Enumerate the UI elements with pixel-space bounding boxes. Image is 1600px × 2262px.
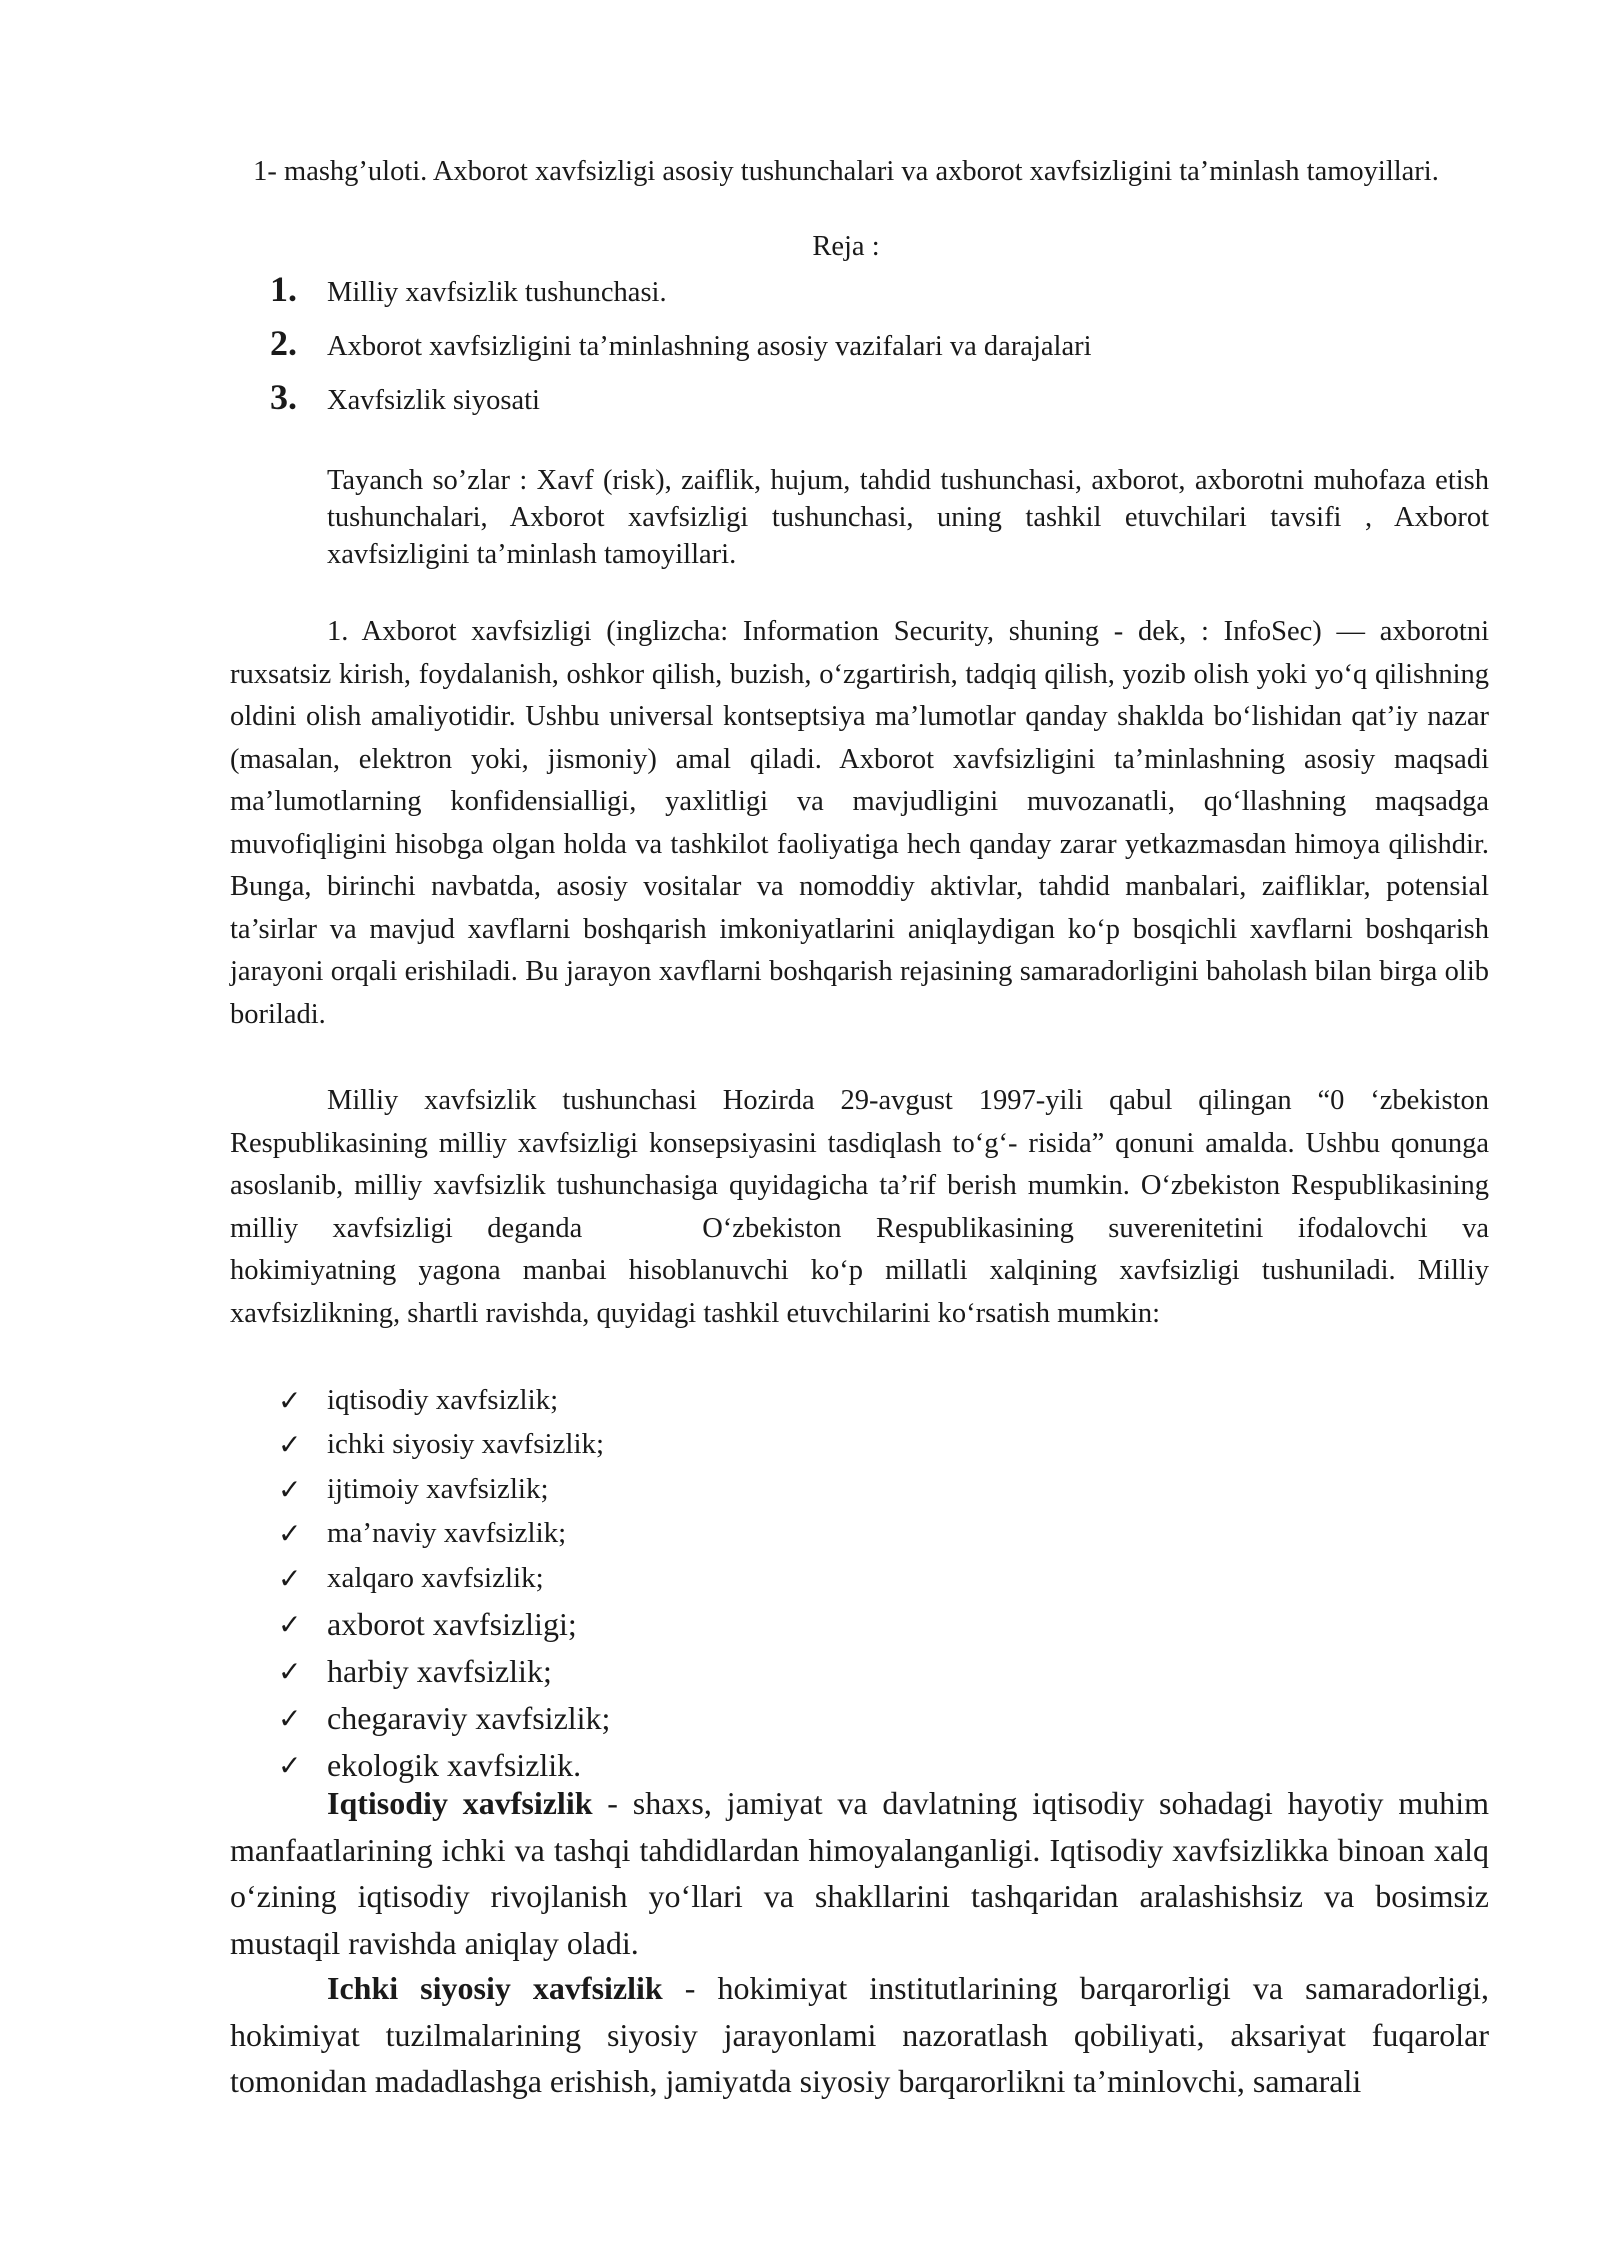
checklist-item — [278, 1423, 610, 1468]
definition-economic-security — [230, 1780, 1489, 1966]
plan-item-number: 3. — [270, 377, 297, 417]
document-title: 1- mashg’uloti. Axborot xavfsizligi asosiy tushunchalari va axborot xavfsizligini ta’minlash tamoyillari. — [253, 156, 1439, 187]
checklist-item-text: ijtimoiy xavfsizlik; — [327, 1472, 549, 1505]
checklist-item — [278, 1601, 610, 1648]
checkmark-icon: ✓ — [278, 1472, 302, 1506]
definition-term: Ichki siyosiy xavfsizlik — [327, 1970, 663, 2006]
checklist-item — [278, 1695, 610, 1742]
checkmark-icon: ✓ — [278, 1654, 302, 1688]
checklist-item — [278, 1512, 610, 1557]
definition-text: - shaxs, jamiyat va davlatning iqtisodiy sohadagi hayotiy muhim manfaatlarining ichki va tashqi tahdidlardan himoyalanganligi. Iqtisodiy xavfsizlikka binoan xalq o‘zining iqtisodiy rivojlanish yo‘llari va shakllarini tashqaridan aralashishsiz va bosimsiz mustaqil ravishda aniqlay oladi. — [230, 1785, 1490, 1961]
plan-item — [270, 268, 1092, 322]
definition-internal-political-security — [230, 1965, 1489, 2105]
checklist-item-text: axborot xavfsizligi; — [327, 1605, 577, 1642]
checklist-item — [278, 1467, 610, 1512]
plan-item-text: Milliy xavfsizlik tushunchasi. — [327, 277, 667, 308]
checkmark-icon: ✓ — [278, 1701, 302, 1735]
paragraph-national-security-part2: O‘zbekiston Respublikasining suverenitetini ifodalovchi va hokimiyatning yagona manbai hisoblanuvchi ko‘p millatli xalqining xavfsizligi tushuniladi. Milliy xavfsizlikning, shartli ravishda, quyidagi tashkil etuvchilarini ko‘rsatish mumkin: — [230, 1212, 1489, 1329]
plan-item-text: Axborot xavfsizligini ta’minlashning asosiy vazifalari va darajalari — [327, 331, 1092, 362]
checklist-item — [278, 1378, 610, 1423]
checkmark-icon: ✓ — [278, 1607, 302, 1641]
paragraph-information-security: 1. Axborot xavfsizligi (inglizcha: Information Security, shuning - dek, : InfoSec) — axborotni ruxsatsiz kirish, foydalanish, oshkor qilish, buzish, o‘zgartirish, tadqiq qilish, yozib olish yoki yo‘q qilishning oldini olish amaliyotidir. Ushbu universal kontseptsiya ma’lumotlar qanday shaklda bo‘lishidan qat’iy nazar (masalan, elektron yoki, jismoniy) amal qiladi. Axborot xavfsizligini ta’minlashning asosiy maqsadi ma’lumotlarning konfidensialligi, yaxlitligi va mavjudligini muvozanatli, qo‘llashning maqsadga muvofiqligini hisobga olgan holda va tashkilot faoliyatiga hech qanday zarar yetkazmasdan himoya qilishdir. Bunga, birinchi navbatda, asosiy vositalar va nomoddiy aktivlar, tahdid manbalari, zaifliklar, potensial ta’sirlar va mavjud xavflarni boshqarish imkoniyatlarini aniqlaydigan ko‘p bosqichli xavflarni boshqarish jarayoni orqali erishiladi. Bu jarayon xavflarni boshqarish rejasining samaradorligini baholash bilan birga olib boriladi. — [230, 616, 1489, 1030]
plan-item-text: Xavfsizlik siyosati — [327, 385, 540, 416]
plan-item — [270, 376, 1092, 430]
plan-item — [270, 322, 1092, 376]
checklist-item-text: chegaraviy xavfsizlik; — [327, 1699, 611, 1736]
definition-text: - hokimiyat institutlarining barqarorligi va samaradorligi, hokimiyat tuzilmalarining siyosiy jarayonlami nazoratlash qobiliyati, aksariyat fuqarolar tomonidan madadlashga erishish, jamiyatda siyosiy barqarorlikni ta’minlovchi, samarali — [230, 1970, 1490, 2099]
checkmark-icon: ✓ — [278, 1517, 302, 1551]
checklist-item-text: xalqaro xavfsizlik; — [327, 1561, 544, 1594]
checkmark-icon: ✓ — [278, 1428, 302, 1462]
checkmark-icon: ✓ — [278, 1561, 302, 1595]
plan-item-number: 2. — [270, 323, 297, 363]
checklist-item-text: iqtisodiy xavfsizlik; — [327, 1383, 559, 1416]
keywords-paragraph: Tayanch so’zlar : Xavf (risk), zaiflik, hujum, tahdid tushunchasi, axborot, axborotni muhofaza etish tushunchalari, Axborot xavfsizligi tushunchasi, uning tashkil etuvchilari tavsifi , Axborot xavfsizligini ta’minlash tamoyillari. — [327, 465, 1489, 570]
security-components-list — [278, 1378, 610, 1789]
plan-list — [270, 268, 1092, 430]
checklist-item — [278, 1556, 610, 1601]
checklist-item-text: harbiy xavfsizlik; — [327, 1652, 552, 1689]
plan-heading: Reja : — [812, 231, 880, 262]
checklist-item-text: ma’naviy xavfsizlik; — [327, 1517, 567, 1550]
checklist-item — [278, 1648, 610, 1695]
plan-item-number: 1. — [270, 269, 297, 309]
checkmark-icon: ✓ — [278, 1383, 302, 1417]
paragraph-national-security-part1: Milliy xavfsizlik tushunchasi Hozirda 29-avgust 1997-yili qabul qilingan “0 ‘zbekiston Respublikasining milliy xavfsizligi konsepsiyasini tasdiqlash to‘g‘- risida” qonuni amalda. Ushbu qonunga asoslanib, milliy xavfsizlik tushunchasiga quyidagicha ta’rif berish mumkin. O‘zbekiston Respublikasining milliy xavfsizligi deganda — [230, 1085, 1489, 1244]
paragraph-national-security — [230, 1080, 1489, 1335]
definition-term: Iqtisodiy xavfsizlik — [327, 1785, 593, 1821]
checklist-item-text: ichki siyosiy xavfsizlik; — [327, 1428, 605, 1461]
checklist-item-text: ekologik xavfsizlik. — [327, 1746, 582, 1783]
checkmark-icon: ✓ — [278, 1748, 302, 1782]
